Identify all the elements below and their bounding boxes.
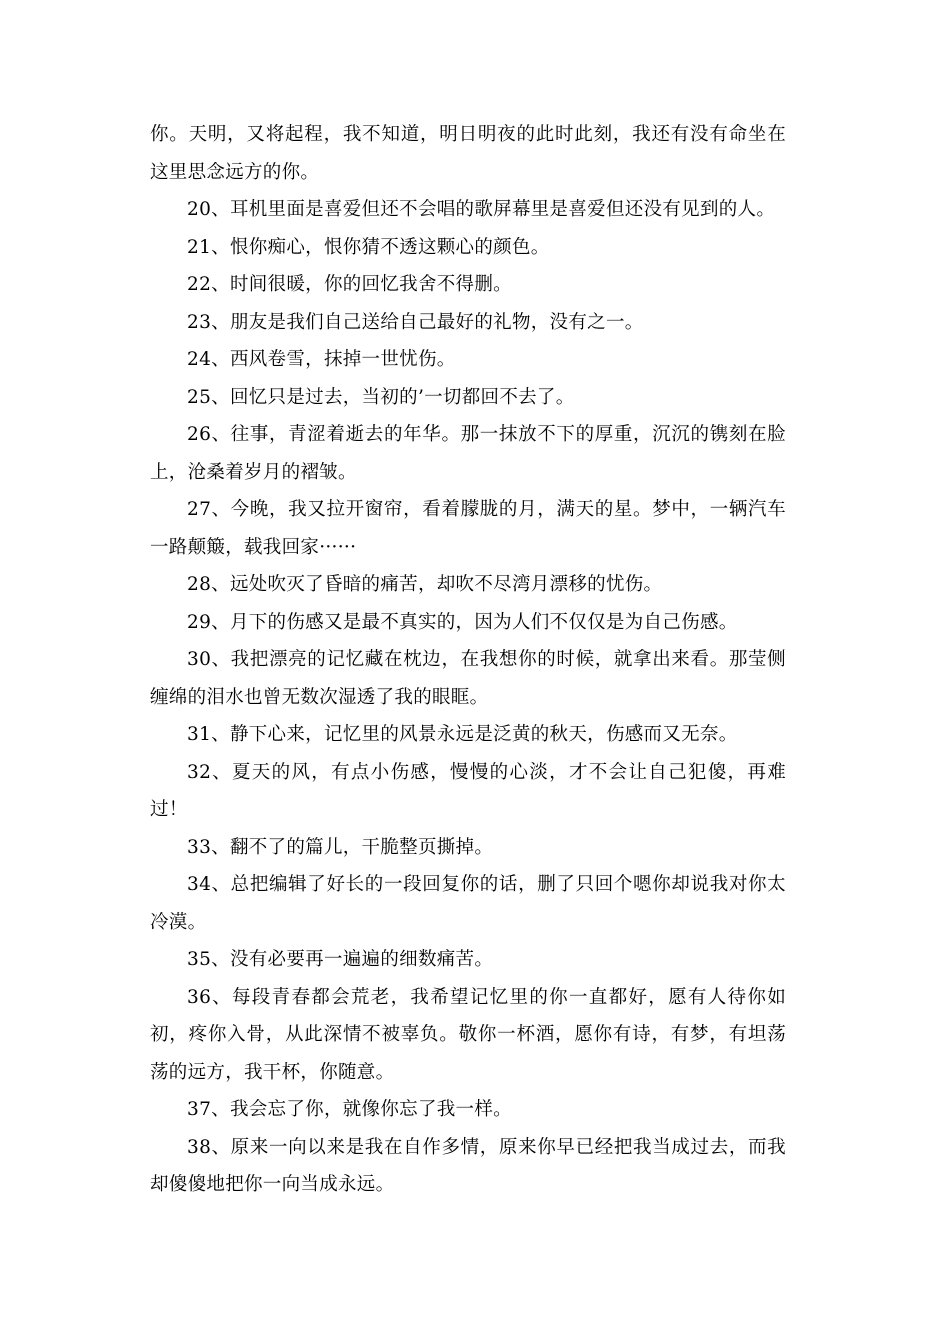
paragraph-38: 38、原来一向以来是我在自作多情，原来你早已经把我当成过去，而我却傻傻地把你一向当成永远。 <box>150 1136 786 1195</box>
paragraph-37: 37、我会忘了你，就像你忘了我一样。 <box>187 1099 512 1120</box>
paragraph-30: 30、我把漂亮的记忆藏在枕边，在我想你的时候，就拿出来看。那莹侧缠绵的泪水也曾无数次湿透了我的眼眶。 <box>150 649 786 708</box>
paragraph-20: 20、耳机里面是喜爱但还不会唱的歌屏幕里是喜爱但还没有见到的人。 <box>187 199 776 220</box>
paragraph-23: 23、朋友是我们自己送给自己最好的礼物，没有之一。 <box>187 311 644 333</box>
paragraph-24: 24、西风卷雪，抹掉一世忧伤。 <box>187 349 456 370</box>
paragraph-35: 35、没有必要再一遍遍的细数痛苦。 <box>187 949 494 970</box>
paragraph-22: 22、时间很暖，你的回忆我舍不得删。 <box>187 274 512 295</box>
paragraph-21: 21、恨你痴心，恨你猜不透这颗心的颜色。 <box>187 236 550 258</box>
paragraph-36: 36、每段青春都会荒老，我希望记忆里的你一直都好，愿有人待你如初，疼你入骨，从此深情不被辜负。敬你一杯酒，愿你有诗，有梦，有坦荡荡的远方，我干杯，你随意。 <box>150 986 786 1083</box>
paragraph-27: 27、今晚，我又拉开窗帘，看着朦胧的月，满天的星。梦中，一辆汽车一路颠簸，载我回家······ <box>150 499 786 558</box>
paragraph-34: 34、总把编辑了好长的一段回复你的话，删了只回个嗯你却说我对你太冷漠。 <box>150 874 786 933</box>
paragraph-33: 33、翻不了的篇儿，干脆整页撕掉。 <box>187 836 494 858</box>
paragraph-29: 29、月下的伤感又是最不真实的，因为人们不仅仅是为自己伤感。 <box>187 611 738 633</box>
paragraph-25: 25、回忆只是过去，当初的’一切都回不去了。 <box>187 386 575 408</box>
paragraph-continued: 你。天明，又将起程，我不知道，明日明夜的此时此刻，我还有没有命坐在这里思念远方的你。 <box>150 124 786 183</box>
paragraph-31: 31、静下心来，记忆里的风景永远是泛黄的秋天，伤感而又无奈。 <box>187 724 738 745</box>
document-body <box>150 116 786 1204</box>
paragraph-28: 28、远处吹灭了昏暗的痛苦，却吹不尽湾月漂移的忧伤。 <box>187 574 663 595</box>
paragraph-32: 32、夏天的风，有点小伤感，慢慢的心淡，才不会让自己犯傻，再难过！ <box>150 761 786 820</box>
paragraph-26: 26、往事，青涩着逝去的年华。那一抹放不下的厚重，沉沉的镌刻在脸上，沧桑着岁月的褶皱。 <box>150 424 786 483</box>
